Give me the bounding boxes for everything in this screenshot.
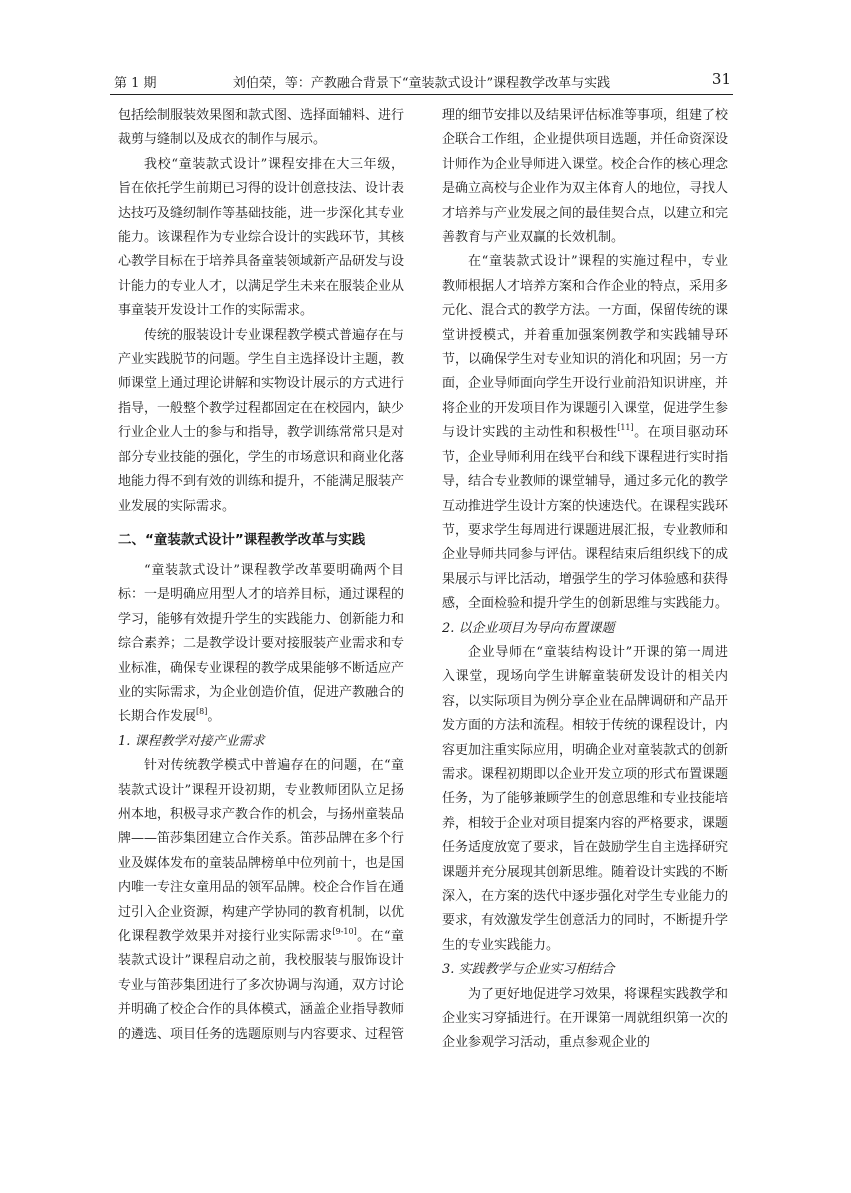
subheading: 2. 以企业项目为导向布置课题 [442,620,615,636]
paragraph-text: 。 [207,709,221,725]
citation-ref: [11] [617,423,634,433]
paragraph: 为了更好地促进学习效果，将课程实践教学和企业实习穿插进行。在开课第一周就组织第一次的企业参观学习活动，重点参观企业的 [442,986,729,1051]
paragraph-text: 针对传统教学模式中普遍存在的问题，在“童装款式设计”课程开设初期，专业教师团队立足扬州本地，积极寻求产教合作的机会，与扬州童装品牌——笛莎集团建立合作关系。笛莎品牌在多个行业及媒体发布的童装品牌榜单中位列前十，也是国内唯一专注女童用品的领军品牌。校企合作旨在通过引入企业资源，构建产学协同的教育机制，以优化课程教学效果并对接行业实际需求 [118,758,405,944]
citation-ref: [9-10] [332,927,357,936]
paragraph: 我校“童装款式设计”课程安排在大三年级，旨在依托学生前期已习得的设计创意技法、设计表达技巧及缝纫制作等基础技能，进一步深化其专业能力。该课程作为专业综合设计的实践环节，其核心教学目标在于培养具备童装领域新产品研发与设计能力的专业人才，以满足学生未来在服装企业从事童装开发设计工作的实际需求。 [118,156,405,319]
section-heading: 二、“童装款式设计”课程教学改革与实践 [118,531,366,548]
subheading: 1. 课程教学对接产业需求 [118,733,265,749]
paragraph: 企业导师在“童装结构设计”开课的第一周进入课堂，现场向学生讲解童装研发设计的相关内容，以实际项目为例分享企业在品牌调研和产品开发方面的方法和流程。相较于传统的课程设计，内容更加注重实际应用，明确企业对童装款式的创新需求。课程初期即以企业开发立项的形式布置课题任务，为了能够兼顾学生的创意思维和专业技能培养，相较于企业对项目提案内容的严格要求，课题任务适度放宽了要求，旨在鼓励学生自主选择研究课题并充分展现其创新思维。随着设计实践的不断深入，在方案的迭代中逐步强化对学生专业能力的要求，有效激发学生创意活力的同时，不断提升学生的专业实践能力。 [442,644,729,953]
paragraph: 理的细节安排以及结果评估标准等事项，组建了校企联合工作组，企业提供项目选题，并任命资深设计师作为企业导师进入课堂。校企合作的核心理念是确立高校与企业作为双主体育人的地位，寻找人才培养与产业发展之间的最佳契合点，以建立和完善教育与产业双赢的长效机制。 [442,108,729,246]
paragraph-text: “童装款式设计”课程教学改革要明确两个目标：一是明确应用型人才的培养目标，通过课程的学习，能够有效提升学生的实践能力、创新能力和综合素养；二是教学设计要对接服装产业需求和专业标准，确保专业课程的教学成果能够不断适应产业的实际需求，为企业创造价值，促进产教融合的长期合作发展 [118,562,405,725]
citation-ref: [8] [196,707,208,717]
right-column [442,104,728,1056]
page-number: 31 [711,70,731,88]
subheading: 3. 实践教学与企业实习相结合 [442,962,615,978]
issue-label: 第 1 期 [114,76,157,91]
paragraph [442,250,728,616]
paragraph [118,559,404,730]
paragraph [118,754,404,1047]
left-column [118,104,404,1047]
running-title: 刘伯荣，等：产教融合背景下“童装款式设计”课程教学改革与实践 [232,76,611,91]
paragraph-text: 。在项目驱动环节，企业导师利用在线平台和线下课程进行实时指导，结合专业教师的课堂辅导，通过多元化的教学互动推进学生设计方案的快速迭代。在课程实践环节，要求学生每周进行课题进展汇报，专业教师和企业导师共同参与评估。课程结束后组织线下的成果展示与评比活动，增强学生的学习体验感和获得感，全面检验和提升学生的创新思维与实践能力。 [442,425,729,612]
paragraph: 传统的服装设计专业课程教学模式普遍存在与产业实践脱节的问题。学生自主选择设计主题，教师课堂上通过理论讲解和实物设计展示的方式进行指导，一般整个教学过程都固定在在校园内，缺少行业企业人士的参与和指导，教学训练常常只是对部分专业技能的强化，学生的市场意识和商业化落地能力得不到有效的训练和提升，不能满足服装产业发展的实际需求。 [118,327,405,514]
running-header [110,70,733,95]
paragraph-text: 。在“童装款式设计”课程启动之前，我校服装与服饰设计专业与笛莎集团进行了多次协调与沟通，双方讨论并明确了校企合作的具体模式，涵盖企业指导教师的遴选、项目任务的选题原则与内容要求、过程管 [118,929,405,1042]
paragraph-text: 在“童装款式设计”课程的实施过程中，专业教师根据人才培养方案和合作企业的特点，采用多元化、混合式的教学方法。一方面，保留传统的课堂讲授模式，并着重加强案例教学和实践辅导环节，以确保学生对专业知识的消化和巩固；另一方面，企业导师面向学生开设行业前沿知识讲座，并将企业的开发项目作为课题引入课堂，促进学生参与设计实践的主动性和积极性 [442,254,729,441]
paragraph: 包括绘制服装效果图和款式图、选择面辅料、进行裁剪与缝制以及成衣的制作与展示。 [118,108,405,148]
